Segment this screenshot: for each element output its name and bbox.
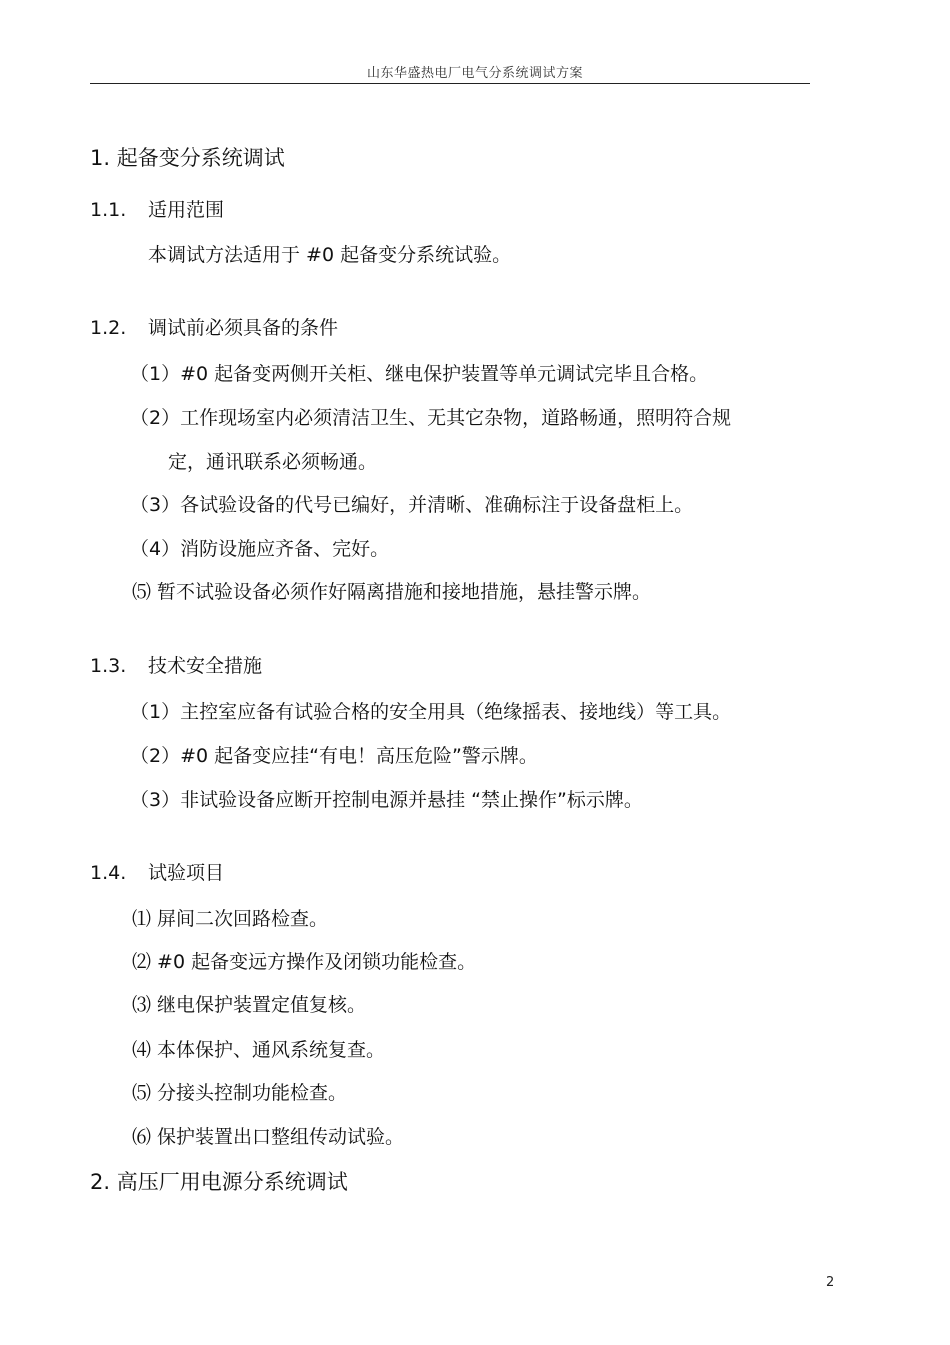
list-item: ⑶ 继电保护装置定值复核。 xyxy=(132,994,367,1016)
section-1-1-number: 1.1. xyxy=(90,199,127,221)
list-item: ⑹ 保护装置出口整组传动试验。 xyxy=(132,1126,405,1148)
list-item: （3）非试验设备应断开控制电源并悬挂 “禁止操作”标示牌。 xyxy=(130,789,643,811)
section-1-2-heading: 调试前必须具备的条件 xyxy=(148,317,339,339)
section-1-3-number: 1.3. xyxy=(90,655,127,677)
section-1-2-number: 1.2. xyxy=(90,317,127,339)
page-number: 2 xyxy=(826,1275,835,1290)
list-item: （2）#0 起备变应挂“有电！高压危险”警示牌。 xyxy=(130,745,538,767)
list-item: ⑸ 分接头控制功能检查。 xyxy=(132,1082,348,1104)
section-2-heading: 2. 高压厂用电源分系统调试 xyxy=(90,1170,348,1194)
section-1-1-body: 本调试方法适用于 #0 起备变分系统试验。 xyxy=(148,244,512,266)
list-item: ⑵ #0 起备变远方操作及闭锁功能检查。 xyxy=(132,951,477,973)
header-divider xyxy=(90,83,810,84)
section-1-heading: 1. 起备变分系统调试 xyxy=(90,146,285,170)
section-1-1-heading: 适用范围 xyxy=(148,199,225,221)
list-item: ⑴ 屏间二次回路检查。 xyxy=(132,908,329,930)
list-item-continuation: 定，通讯联系必须畅通。 xyxy=(168,451,378,473)
list-item: （3）各试验设备的代号已编好，并清晰、准确标注于设备盘柜上。 xyxy=(130,494,694,516)
header-title: 山东华盛热电厂电气分系统调试方案 xyxy=(366,66,583,81)
list-item: （4）消防设施应齐备、完好。 xyxy=(130,538,390,560)
list-item: （1）#0 起备变两侧开关柜、继电保护装置等单元调试完毕且合格。 xyxy=(130,363,709,385)
list-item: ⑸ 暂不试验设备必须作好隔离措施和接地措施，悬挂警示牌。 xyxy=(132,581,652,603)
list-item: ⑷ 本体保护、通风系统复查。 xyxy=(132,1039,386,1061)
list-item: （1）主控室应备有试验合格的安全用具（绝缘摇表、接地线）等工具。 xyxy=(130,701,732,723)
section-1-3-heading: 技术安全措施 xyxy=(148,655,263,677)
section-1-4-number: 1.4. xyxy=(90,862,127,884)
list-item: （2）工作现场室内必须清洁卫生、无其它杂物，道路畅通，照明符合规 xyxy=(130,407,732,429)
section-1-4-heading: 试验项目 xyxy=(148,862,225,884)
